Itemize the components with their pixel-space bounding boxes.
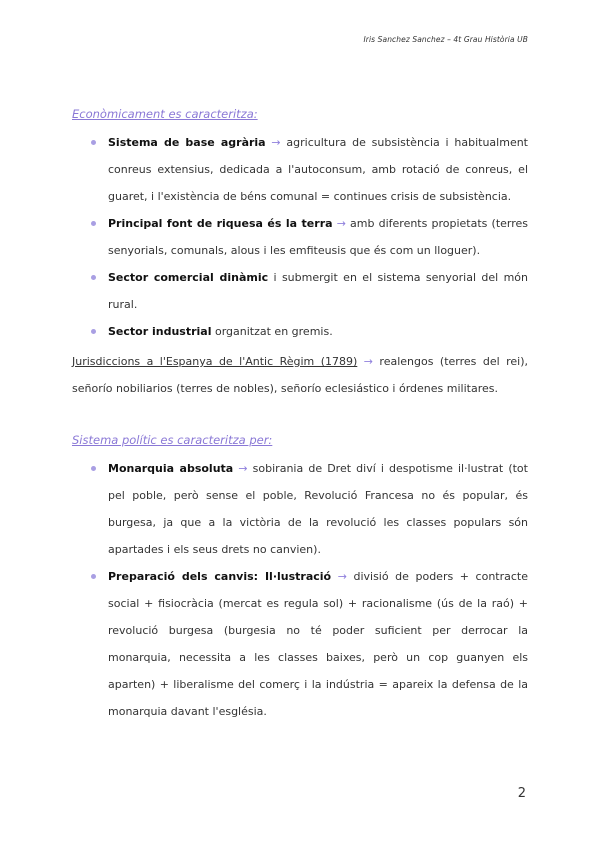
political-list <box>72 455 528 725</box>
page-header: Iris Sanchez Sanchez – 4t Grau Història UB <box>363 35 528 44</box>
item-text: divisió de poders + contracte social + fisiocràcia (mercat es regula sol) + racionalisme (ús de la raó) + revolució burgesa (burgesia no té poder suficient per derrocar la monarquia, necessita a les classes baixes, però un cop guanyen els aparten) + liberalisme del comerç i la indústria = apareix la defensa de la monarquia davant l'església. <box>108 570 529 718</box>
jurisdiccions-text: realengos (terres del rei), señorío nobiliarios (terres de nobles), señorío eclesiástico i órdenes militares. <box>72 355 528 395</box>
item-term: Monarquia absoluta <box>108 462 234 475</box>
arrow-icon: → <box>336 217 346 230</box>
item-text: organitzat en gremis. <box>211 325 333 338</box>
item-term: Sector comercial dinàmic <box>108 271 269 284</box>
item-text: i submergit en el sistema senyorial del món rural. <box>108 271 528 311</box>
arrow-icon: → <box>363 355 373 368</box>
list-item <box>72 563 528 725</box>
arrow-icon: → <box>238 462 248 475</box>
list-item <box>72 129 528 210</box>
economic-heading: Econòmicament es caracteritza: <box>72 107 258 121</box>
economic-section <box>72 107 528 345</box>
item-text: amb diferents propietats (terres senyorials, comunals, alous i les emfiteusis que és com un lloguer). <box>108 217 529 257</box>
arrow-icon: → <box>337 570 347 583</box>
jurisdiccions-label: Jurisdiccions a l'Espanya de l'Antic Règim (1789) <box>72 355 358 368</box>
item-term: Sector industrial <box>108 325 212 338</box>
page-number: 2 <box>517 786 526 801</box>
arrow-icon: → <box>271 136 281 149</box>
item-text: agricultura de subsistència i habitualment conreus extensius, dedicada a l'autoconsum, amb rotació de conreus, el guaret, i l'existència de béns comunal = continues crisis de subsistència. <box>108 136 528 203</box>
list-item <box>72 455 528 563</box>
list-item <box>72 318 528 345</box>
item-text: sobirania de Dret diví i despotisme il·lustrat (tot pel poble, però sense el poble, Revolució Francesa no és popular, és burgesa, ja que a la victòria de la revolució les classes populars són apartades i els seus drets no canvien). <box>108 462 528 556</box>
political-heading: Sistema polític es caracteritza per: <box>72 433 273 447</box>
political-section <box>72 433 528 725</box>
item-term: Preparació dels canvis: Il·lustració <box>108 570 332 583</box>
item-term: Sistema de base agrària <box>108 136 266 149</box>
jurisdiccions-paragraph <box>72 348 528 402</box>
item-term: Principal font de riquesa és la terra <box>108 217 333 230</box>
list-item <box>72 210 528 264</box>
economic-list <box>72 129 528 345</box>
list-item <box>72 264 528 318</box>
